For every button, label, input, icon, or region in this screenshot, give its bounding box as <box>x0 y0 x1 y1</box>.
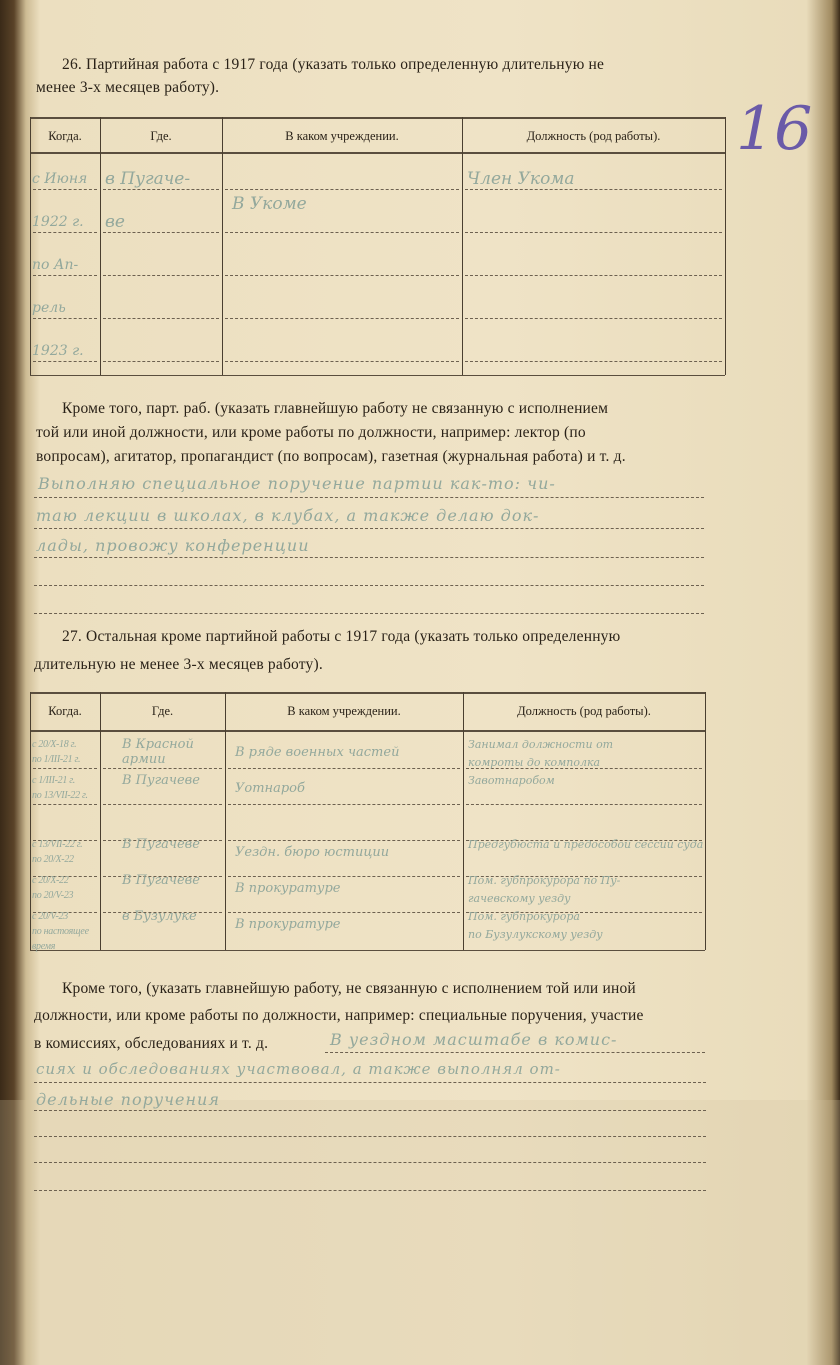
table-column-divider <box>463 692 464 950</box>
fill-line <box>34 497 704 498</box>
table-row-line <box>103 232 219 233</box>
table-row-line <box>103 361 219 362</box>
table-cell-when: с 13/VII-22 г. <box>32 839 83 850</box>
fill-line <box>34 1162 706 1163</box>
table-row-line <box>33 318 97 319</box>
table-cell-position: по Бузулукскому уезду <box>468 928 603 941</box>
q27-extra-text: должности, или кроме работы по должности, например: специальные поручения, участие <box>34 1007 644 1024</box>
table-header-cell: В каком учреждении. <box>285 129 399 143</box>
table-row-line <box>465 318 722 319</box>
table-column-divider <box>222 117 223 375</box>
q26-title-cont: менее 3-х месяцев работу). <box>36 79 220 96</box>
table-row-line <box>228 804 460 805</box>
handwritten-line: таю лекции в школах, в клубах, а также делаю док- <box>36 506 540 525</box>
table-row-line <box>465 232 722 233</box>
page-number-mark: 16 <box>736 94 813 164</box>
handwritten-line: лады, провожу конференции <box>36 536 310 555</box>
table-row-line <box>465 361 722 362</box>
handwritten-line: Выполняю специальное поручение партии как-то: чи- <box>38 474 556 493</box>
table-cell-where: В Пугачеве <box>122 873 200 888</box>
table-row-line <box>225 189 459 190</box>
handwritten-line: В уездном масштабе в комис- <box>330 1030 618 1049</box>
table-row-line <box>228 768 460 769</box>
table-header-cell: Когда. <box>48 704 82 718</box>
table-cell-position: Предгубюста и предособой сессии суда <box>468 838 704 851</box>
table-cell-when: с Июня <box>32 171 88 187</box>
table-column-divider <box>725 117 726 375</box>
table-row-line <box>33 768 97 769</box>
table-cell-when: по 1/III-21 г. <box>32 754 81 765</box>
q27-title: 27. Остальная кроме партийной работы с 1917 года (указать только определенную <box>62 628 621 645</box>
table-cell-institution: В Укоме <box>232 194 307 214</box>
table-cell-where: армии <box>122 752 166 767</box>
q27-extra-text: Кроме того, (указать главнейшую работу, не связанную с исполнением той или иной <box>62 980 636 997</box>
fill-line <box>34 557 704 558</box>
table-bottom-border <box>30 375 725 376</box>
table-cell-position: Завотнаробом <box>468 774 555 787</box>
table-column-divider <box>100 692 101 950</box>
fill-line <box>34 1110 706 1111</box>
fill-line <box>34 613 704 614</box>
table-header-cell: Должность (род работы). <box>517 704 651 718</box>
table-header-cell: В каком учреждении. <box>287 704 401 718</box>
table-column-divider <box>30 117 31 375</box>
table-column-divider <box>100 117 101 375</box>
table-top-border <box>30 692 705 694</box>
table-cell-when: с 20/V-23 <box>32 911 68 922</box>
q26-extra-text: той или иной должности, или кроме работы по должности, например: лектор (по <box>36 424 586 441</box>
table-cell-institution: Уотнароб <box>235 781 305 796</box>
table-row-line <box>225 361 459 362</box>
table-column-divider <box>705 692 706 950</box>
handwritten-line: дельные поручения <box>36 1090 220 1109</box>
table-cell-when: время <box>32 941 56 952</box>
fill-line <box>325 1052 705 1053</box>
table-header-border <box>30 730 705 732</box>
table-cell-institution: Уездн. бюро юстиции <box>235 845 390 860</box>
table-header-cell: Когда. <box>48 129 82 143</box>
table-cell-where: В Пугачеве <box>122 773 200 788</box>
table-header-cell: Где. <box>151 704 174 718</box>
table-cell-when: по Ап- <box>32 257 79 273</box>
table-row-line <box>103 768 222 769</box>
table-row-line <box>466 804 702 805</box>
table-cell-position: Пом. губпрокурора по Пу- <box>468 874 621 887</box>
table-row-line <box>225 232 459 233</box>
table-header-cell: Где. <box>150 129 172 143</box>
table-cell-institution: В прокуратуре <box>235 917 341 932</box>
table-cell-position: комроты до комполка <box>468 756 601 769</box>
table-row-line <box>225 318 459 319</box>
table-cell-position: Занимал должности от <box>468 738 614 751</box>
table-row-line <box>465 189 722 190</box>
table-cell-where: ве <box>105 212 125 232</box>
table-row-line <box>228 876 460 877</box>
table-row-line <box>33 232 97 233</box>
table-header-cell: Должность (род работы). <box>526 129 661 143</box>
table-cell-institution: В ряде военных частей <box>235 745 400 760</box>
table-row-line <box>103 189 219 190</box>
table-cell-position: Пом. губпрокурора <box>468 910 580 923</box>
table-column-divider <box>225 692 226 950</box>
table-column-divider <box>30 692 31 950</box>
table-top-border <box>30 117 725 119</box>
handwritten-line: сиях и обследованиях участвовал, а также выполнял от- <box>36 1060 561 1078</box>
q27-extra-text: в комиссиях, обследованиях и т. д. <box>34 1035 269 1052</box>
table-cell-when: 1923 г. <box>32 343 84 359</box>
fill-line <box>34 528 704 529</box>
table-cell-when: по 13/VII-22 г. <box>32 790 88 801</box>
paper-fold <box>0 1100 840 1365</box>
table-cell-where: В Красной <box>122 737 194 752</box>
table-row-line <box>33 361 97 362</box>
table-row-line <box>103 275 219 276</box>
table-cell-when: по 20/V-23 <box>32 890 74 901</box>
table-bottom-border <box>30 950 705 951</box>
table-cell-position: Член Укома <box>467 169 575 189</box>
fill-line <box>34 1190 706 1191</box>
q26-extra-text: Кроме того, парт. раб. (указать главнейшую работу не связанную с исполнением <box>62 400 609 417</box>
table-cell-position: гачевскому уезду <box>468 892 571 905</box>
table-cell-when: 1922 г. <box>32 214 84 230</box>
table-row-line <box>33 275 97 276</box>
table-cell-when: по настоящее <box>32 926 89 937</box>
table-cell-where: В Пугачеве <box>122 837 200 852</box>
table-column-divider <box>462 117 463 375</box>
table-row-line <box>33 804 97 805</box>
table-cell-when: рель <box>32 300 66 316</box>
table-cell-when: с 20/X-18 г. <box>32 739 77 750</box>
q26-title: 26. Партийная работа с 1917 года (указать только определенную длительную не <box>62 56 605 73</box>
table-cell-when: с 20/X-22 <box>32 875 69 886</box>
table-row-line <box>465 275 722 276</box>
q27-title-cont: длительную не менее 3-х месяцев работу). <box>34 656 323 673</box>
table-cell-when: с 1/III-21 г. <box>32 775 75 786</box>
table-row-line <box>225 275 459 276</box>
table-row-line <box>228 912 460 913</box>
table-header-border <box>30 152 725 154</box>
fill-line <box>34 585 704 586</box>
q26-extra-text: вопросам), агитатор, пропагандист (по вопросам), газетная (журнальная работа) и т. д. <box>36 448 626 465</box>
table-cell-where: в Пугаче- <box>105 169 191 189</box>
table-cell-when: по 20/X-22 <box>32 854 74 865</box>
fill-line <box>34 1136 706 1137</box>
table-row-line <box>103 318 219 319</box>
table-row-line <box>33 189 97 190</box>
table-row-line <box>103 804 222 805</box>
table-cell-where: в Бузулуке <box>122 909 197 924</box>
table-row-line <box>228 840 460 841</box>
table-cell-institution: В прокуратуре <box>235 881 341 896</box>
fill-line <box>34 1082 706 1083</box>
